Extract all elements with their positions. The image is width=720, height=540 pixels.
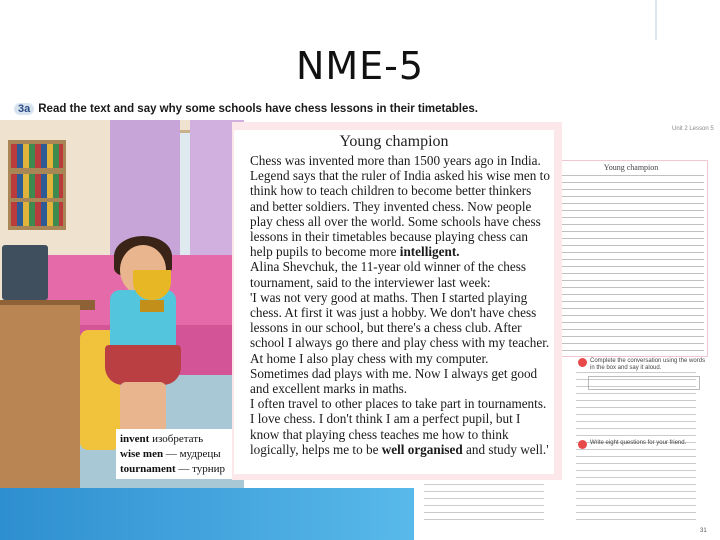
top-divider xyxy=(655,0,657,40)
task-5-instruction: Write eight questions for your friend. xyxy=(590,440,687,446)
computer-monitor xyxy=(2,245,48,300)
glossary-entry: tournament — турнир xyxy=(120,463,226,475)
task-heading xyxy=(14,103,478,115)
page-header-label: Unit 2 Lesson 5 xyxy=(672,126,714,132)
mini-article-title: Young champion xyxy=(603,163,659,172)
article-paragraph: I often travel to other places to take part in tournaments. I love chess. I don't think I am a perfect pupil, but I know that playing chess teaches me how to think logically, helps me to be well organised and study well.' xyxy=(250,396,549,457)
footer-bar xyxy=(0,488,414,540)
task-badge-icon xyxy=(578,440,587,449)
slide-title: NME-5 xyxy=(295,44,425,88)
bold-word: well organised xyxy=(381,441,463,457)
article-body xyxy=(250,153,550,457)
glossary-entry: wise men — мудрецы xyxy=(120,448,221,460)
article-title: Young champion xyxy=(339,133,449,150)
bookshelf xyxy=(8,140,66,230)
task-4b-instruction: Complete the conversation using the words in the box and say it aloud. xyxy=(590,358,706,371)
glossary-entry: invent изобретать xyxy=(120,433,204,445)
article-paragraph: Chess was invented more than 1500 years ago in India. Legend says that the ruler of India asked his wise men to think how to teach children to become better thinkers and better soldiers. They invented chess. Now people play chess all over the world. Some schools have chess lessons in their timetables because playing chess can help pupils to become more intelligent. xyxy=(250,153,550,260)
article-paragraph: Alina Shevchuk, the 11-year old winner of the chess tournament, said to the interviewer last week: xyxy=(250,259,527,290)
task-instruction: Read the text and say why some schools have chess lessons in their timetables. xyxy=(38,103,478,115)
glossary xyxy=(116,429,240,479)
article-paragraph: 'I was not very good at maths. Then I started playing chess. At first it was just a hobby. We don't have chess lessons in our school, but there's a chess club. After school I always go there and play chess with my teacher. At home I also play chess with my computer. Sometimes dad plays with me. Now I always get good and excellent marks in maths. xyxy=(250,289,550,397)
task-number: 3a xyxy=(14,103,34,115)
bold-word: intelligent. xyxy=(399,244,460,260)
desk xyxy=(0,305,80,488)
task-badge-icon xyxy=(578,358,587,367)
page-number: 31 xyxy=(700,528,707,534)
